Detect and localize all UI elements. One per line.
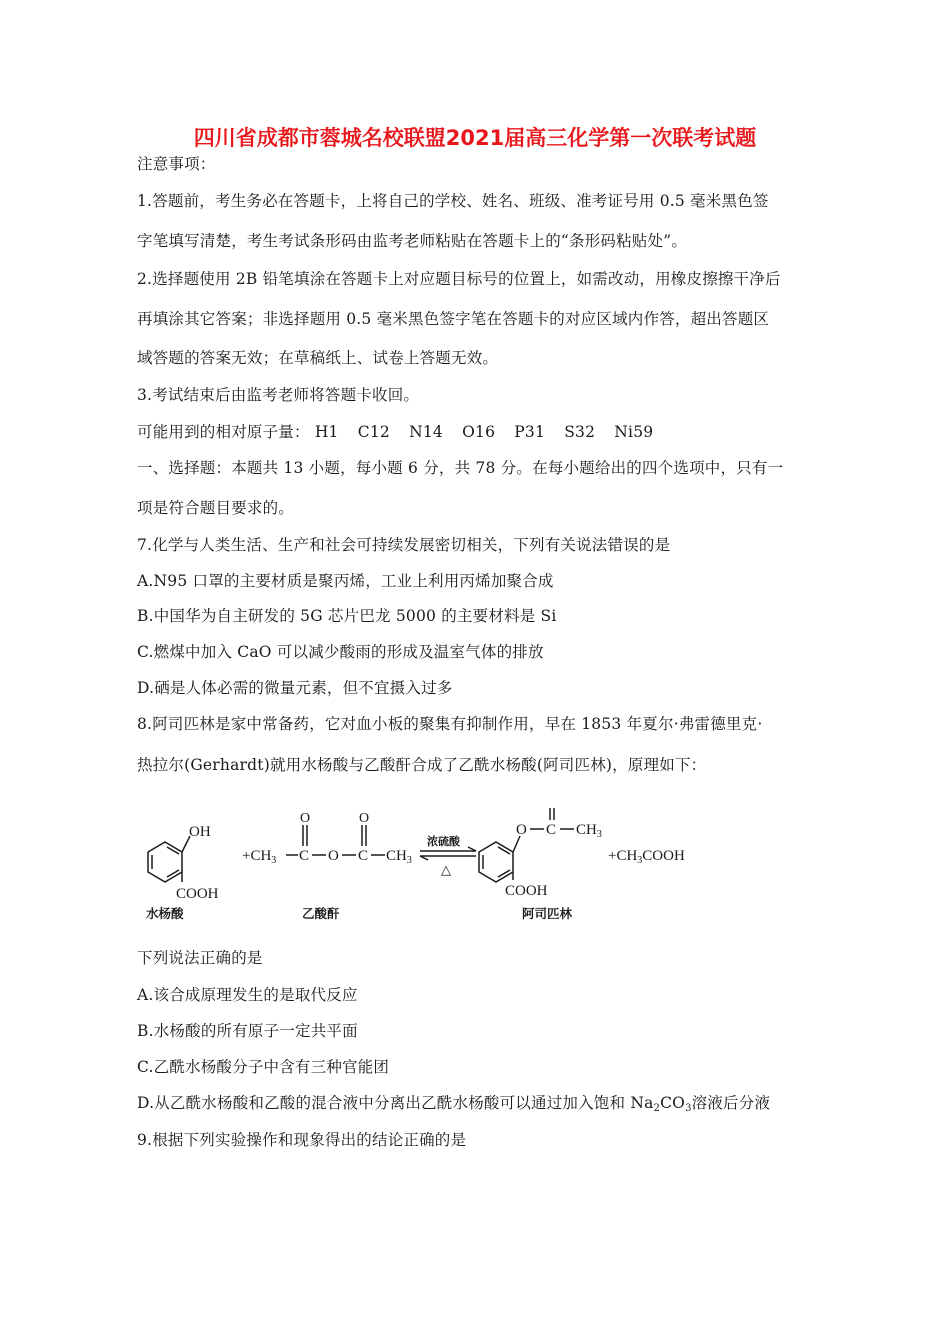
atomic-masses-label: 可能用到的相对原子量： [137,423,310,441]
heat-symbol: △ [441,862,451,877]
atomic-mass-s: S32 [564,423,596,441]
catalyst-label: 浓硫酸 [427,835,460,848]
oh-label: OH [189,824,211,840]
aspirin-structure [479,808,602,899]
aspirin-carbonyl-c: C [546,822,557,838]
q8-option-c: C.乙酰水杨酸分子中含有三种官能团 [137,1058,390,1076]
q9-stem: 9.根据下列实验操作和现象得出的结论正确的是 [137,1131,467,1149]
aspirin-ch3: CH [576,822,597,838]
salicylic-cooh-label: COOH [176,886,219,902]
section-1-line-2: 项是符合题目要求的。 [137,499,295,517]
notice-item-2-line-3: 域答题的答案无效；在草稿纸上、试卷上答题无效。 [137,349,499,367]
caption-salicylic-acid: 水杨酸 [146,907,184,921]
aspirin-ester-o: O [516,822,527,838]
q8-option-a: A.该合成原理发生的是取代反应 [137,986,358,1004]
reaction-equation [130,808,810,933]
caption-aspirin: 阿司匹林 [522,907,573,921]
notice-item-1-line-1: 1.答题前，考生务必在答题卡，上将自己的学校、姓名、班级、准考证号用 0.5 毫米黑色签 [137,192,769,210]
atomic-mass-h: H1 [314,423,339,441]
anhydride-o1: O [300,811,311,826]
section-1-line-1: 一、选择题：本题共 13 小题，每小题 6 分，共 78 分。在每小题给出的四个选项中，只有一 [137,459,784,477]
notice-item-2-line-1: 2.选择题使用 2B 铅笔填涂在答题卡上对应题目标号的位置上，如需改动，用橡皮擦擦干净后 [137,270,781,288]
q8-stem-line-2: 热拉尔(Gerhardt)就用水杨酸与乙酸酐合成了乙酰水杨酸(阿司匹林)，原理如下： [137,756,707,774]
q7-option-d: D.硒是人体必需的微量元素，但不宜摄入过多 [137,679,453,697]
anhydride-o2: O [359,811,370,826]
svg-text:+CH3: $+CH_3$ [242,848,277,866]
notice-item-2-line-2: 再填涂其它答案；非选择题用 0.5 毫米黑色签字笔在答题卡的对应区域内作答，超出答题区 [137,310,770,328]
caption-acetic-anhydride: 乙酸酐 [302,907,340,921]
q8-question: 下列说法正确的是 [137,949,263,967]
q8-stem-line-1: 8.阿司匹林是家中常备药，它对血小板的聚集有抑制作用，早在 1853 年夏尔·弗雷德里克· [137,715,763,733]
anhydride-bridge-o: O [328,848,339,864]
salicylic-acid-structure [148,824,219,902]
aspirin-cooh-label: COOH [505,883,548,899]
atomic-mass-o: O16 [462,423,496,441]
q7-option-a: A.N95 口罩的主要材质是聚丙烯，工业上利用丙烯加聚合成 [137,572,554,590]
notice-item-3: 3.考试结束后由监考老师将答题卡收回。 [137,386,420,404]
exam-title: 四川省成都市蓉城名校联盟2021届高三化学第一次联考试题 [193,126,757,150]
q7-option-c: C.燃煤中加入 CaO 可以减少酸雨的形成及温室气体的排放 [137,643,544,661]
q8-option-d: D.从乙酰水杨酸和乙酸的混合液中分离出乙酰水杨酸可以通过加入饱和 $Na_2CO_3$溶液后分液 [137,1094,771,1114]
atomic-mass-n: N14 [409,423,443,441]
svg-text:CH3: $CH_3$ [576,822,602,840]
atomic-mass-ni: Ni59 [614,423,654,441]
notice-item-1-line-2: 字笔填写清楚，考生考试条形码由监考老师粘贴在答题卡上的“条形码粘贴处”。 [137,232,688,250]
atomic-masses [137,420,653,442]
q7-stem: 7.化学与人类生活、生产和社会可持续发展密切相关，下列有关说法错误的是 [137,536,671,554]
atomic-mass-c: C12 [357,423,390,441]
anhydride-c1: C [299,848,310,864]
q7-option-b: B.中国华为自主研发的 5G 芯片巴龙 5000 的主要材料是 Si [137,607,557,625]
byproduct-acetic-acid: $+CH_3COOH$ [608,848,685,866]
anhydride-c2: C [358,848,369,864]
anhydride-ch3: CH [386,848,407,864]
anhydride-plus-ch3: +CH [242,848,272,864]
acetic-anhydride-structure [242,811,412,866]
atomic-mass-p: P31 [514,423,546,441]
equilibrium-arrow [420,834,476,877]
svg-text:CH3: $CH_3$ [386,848,412,866]
notice-heading: 注意事项： [137,155,216,173]
q8-option-b: B.水杨酸的所有原子一定共平面 [137,1022,358,1040]
